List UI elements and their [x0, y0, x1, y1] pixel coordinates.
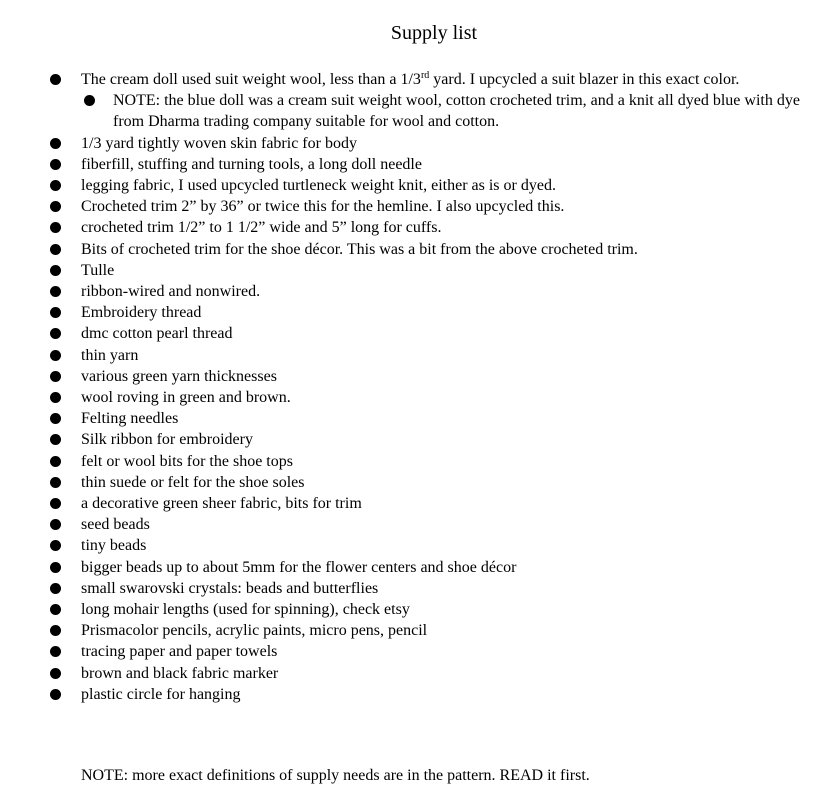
- sub-list-item-text: NOTE: the blue doll was a cream suit weight wool, cotton crocheted trim, and a knit all dyed blue with dye from Dharma trading company suitable for wool and cotton.: [113, 92, 800, 131]
- list-item-text: Felting needles: [81, 410, 179, 428]
- bullet-icon: [50, 625, 61, 636]
- bullet-icon: [50, 201, 61, 212]
- list-item: [0, 557, 825, 578]
- list-item: [0, 175, 825, 196]
- list-item-text: dmc cotton pearl thread: [81, 325, 233, 343]
- bullet-icon: [50, 519, 61, 530]
- bullet-icon: [50, 604, 61, 615]
- list-item-text: Tulle: [81, 261, 115, 279]
- bullet-icon: [50, 180, 61, 191]
- list-item-text: various green yarn thicknesses: [81, 367, 277, 385]
- list-item-text: Silk ribbon for embroidery: [81, 431, 253, 449]
- list-item: [0, 69, 825, 133]
- list-item: [0, 217, 825, 238]
- list-item-text: long mohair lengths (used for spinning), check etsy: [81, 601, 410, 619]
- list-item: [0, 260, 825, 281]
- bullet-icon: [50, 307, 61, 318]
- list-item-text: thin suede or felt for the shoe soles: [81, 473, 305, 491]
- list-item: [0, 535, 825, 556]
- bullet-icon: [50, 646, 61, 657]
- list-item: [0, 429, 825, 450]
- bullet-icon: [50, 159, 61, 170]
- list-item: [0, 599, 825, 620]
- bullet-icon: [50, 222, 61, 233]
- list-item-text: crocheted trim 1/2” to 1 1/2” wide and 5” long for cuffs.: [81, 219, 442, 237]
- list-item-text: The cream doll used suit weight wool, less than a 1/3rd yard. I upcycled a suit blazer in this exact color.: [81, 70, 740, 88]
- list-item: [0, 302, 825, 323]
- list-item: [0, 684, 825, 705]
- bullet-icon: [50, 392, 61, 403]
- bullet-icon: [50, 265, 61, 276]
- page-title: Supply list: [390, 22, 478, 44]
- list-item: [0, 451, 825, 472]
- list-item: [0, 196, 825, 217]
- list-item: [0, 239, 825, 260]
- list-item-text: Bits of crocheted trim for the shoe décor. This was a bit from the above crocheted trim.: [81, 240, 638, 258]
- bullet-icon: [50, 498, 61, 509]
- list-item-text: Embroidery thread: [81, 304, 202, 322]
- list-item-text: wool roving in green and brown.: [81, 389, 291, 407]
- bullet-icon: [50, 477, 61, 488]
- list-item: [0, 514, 825, 535]
- bullet-icon: [50, 668, 61, 679]
- list-item-text: felt or wool bits for the shoe tops: [81, 452, 293, 470]
- bullet-icon: [50, 434, 61, 445]
- list-item-text: small swarovski crystals: beads and butterflies: [81, 579, 379, 597]
- list-item: [0, 620, 825, 641]
- bullet-icon: [50, 413, 61, 424]
- list-item-text: tracing paper and paper towels: [81, 643, 278, 661]
- bullet-icon: [84, 95, 95, 106]
- list-item: [0, 663, 825, 684]
- bullet-icon: [50, 562, 61, 573]
- list-item-text: fiberfill, stuffing and turning tools, a long doll needle: [81, 155, 422, 173]
- bullet-icon: [50, 371, 61, 382]
- bullet-icon: [50, 286, 61, 297]
- list-item: [0, 493, 825, 514]
- bullet-icon: [50, 328, 61, 339]
- list-item-text: Prismacolor pencils, acrylic paints, micro pens, pencil: [81, 622, 428, 640]
- supply-list: [0, 69, 825, 705]
- list-item-text: a decorative green sheer fabric, bits for trim: [81, 495, 362, 513]
- ordinal-suffix: rd: [420, 70, 430, 81]
- list-item-text: ribbon-wired and nonwired.: [81, 283, 261, 301]
- bullet-icon: [50, 138, 61, 149]
- list-item: [0, 323, 825, 344]
- list-item-text: plastic circle for hanging: [81, 685, 241, 703]
- sub-list-item: [81, 90, 807, 132]
- list-item: [0, 281, 825, 302]
- sub-list: [81, 90, 807, 132]
- list-item: [0, 387, 825, 408]
- bullet-icon: [50, 350, 61, 361]
- bullet-icon: [50, 456, 61, 467]
- list-item: [0, 408, 825, 429]
- list-item-text: seed beads: [81, 516, 150, 534]
- list-item-text: 1/3 yard tightly woven skin fabric for body: [81, 134, 357, 152]
- list-item-text: Crocheted trim 2” by 36” or twice this for the hemline. I also upcycled this.: [81, 198, 565, 216]
- list-item-text: bigger beads up to about 5mm for the flower centers and shoe décor: [81, 558, 517, 576]
- list-item: [0, 641, 825, 662]
- list-item-text: legging fabric, I used upcycled turtleneck weight knit, either as is or dyed.: [81, 177, 556, 195]
- list-item: [0, 133, 825, 154]
- bullet-icon: [50, 74, 61, 85]
- list-item: [0, 366, 825, 387]
- bullet-icon: [50, 689, 61, 700]
- list-item-text: tiny beads: [81, 537, 147, 555]
- list-item: [0, 472, 825, 493]
- bullet-icon: [50, 583, 61, 594]
- bullet-icon: [50, 540, 61, 551]
- footer-note: NOTE: more exact definitions of supply needs are in the pattern. READ it first.: [81, 767, 590, 784]
- list-item: [0, 578, 825, 599]
- list-item-text: thin yarn: [81, 346, 139, 364]
- list-item: [0, 345, 825, 366]
- list-item: [0, 154, 825, 175]
- list-item-text: brown and black fabric marker: [81, 664, 279, 682]
- bullet-icon: [50, 244, 61, 255]
